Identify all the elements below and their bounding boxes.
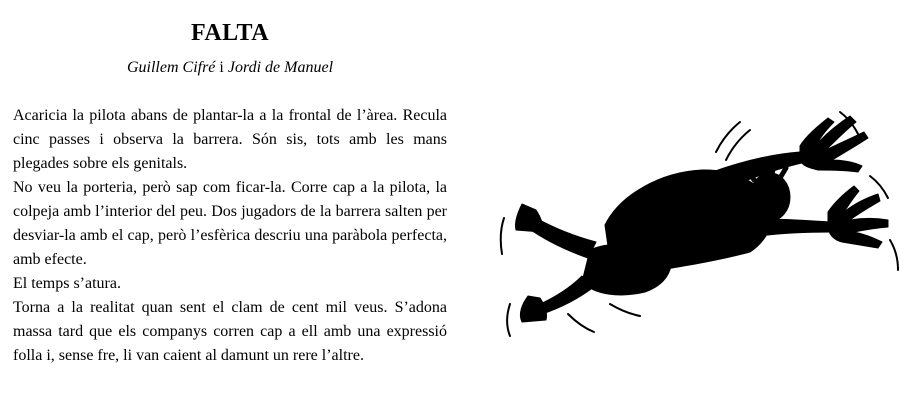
author-conjunction: i — [219, 59, 224, 76]
story-body — [13, 104, 447, 368]
story-title: FALTA — [190, 20, 270, 46]
story-authors — [13, 58, 447, 78]
author-second: Jordi de Manuel — [227, 59, 334, 76]
leaping-player-silhouette-icon — [470, 100, 915, 350]
story-paragraph-3: El temps s’atura. — [13, 275, 121, 292]
story-paragraph-1: Acaricia la pilota abans de plantar-la a la frontal de l’àrea. Recula cinc passes i observa la barrera. Són sis, tots amb les mans plegades sobre els genitals. — [13, 107, 447, 172]
story-column — [13, 18, 447, 368]
story-paragraph-4: Torna a la realitat quan sent el clam de cent mil veus. S’adona massa tard que els companys corren cap a ell amb una expressió folla i, sense fre, li van caient al damunt un rere l’altre. — [13, 299, 447, 364]
leaping-player-illustration — [470, 100, 915, 350]
story-paragraph-2: No veu la porteria, però sap com ficar-la. Corre cap a la pilota, la colpeja amb l’interior del peu. Dos jugadors de la barrera salten per desviar-la amb el cap, però l’esfèrica descriu una paràbola perfecta, amb efecte. — [13, 179, 447, 268]
author-first: Guillem Cifré — [126, 59, 216, 76]
